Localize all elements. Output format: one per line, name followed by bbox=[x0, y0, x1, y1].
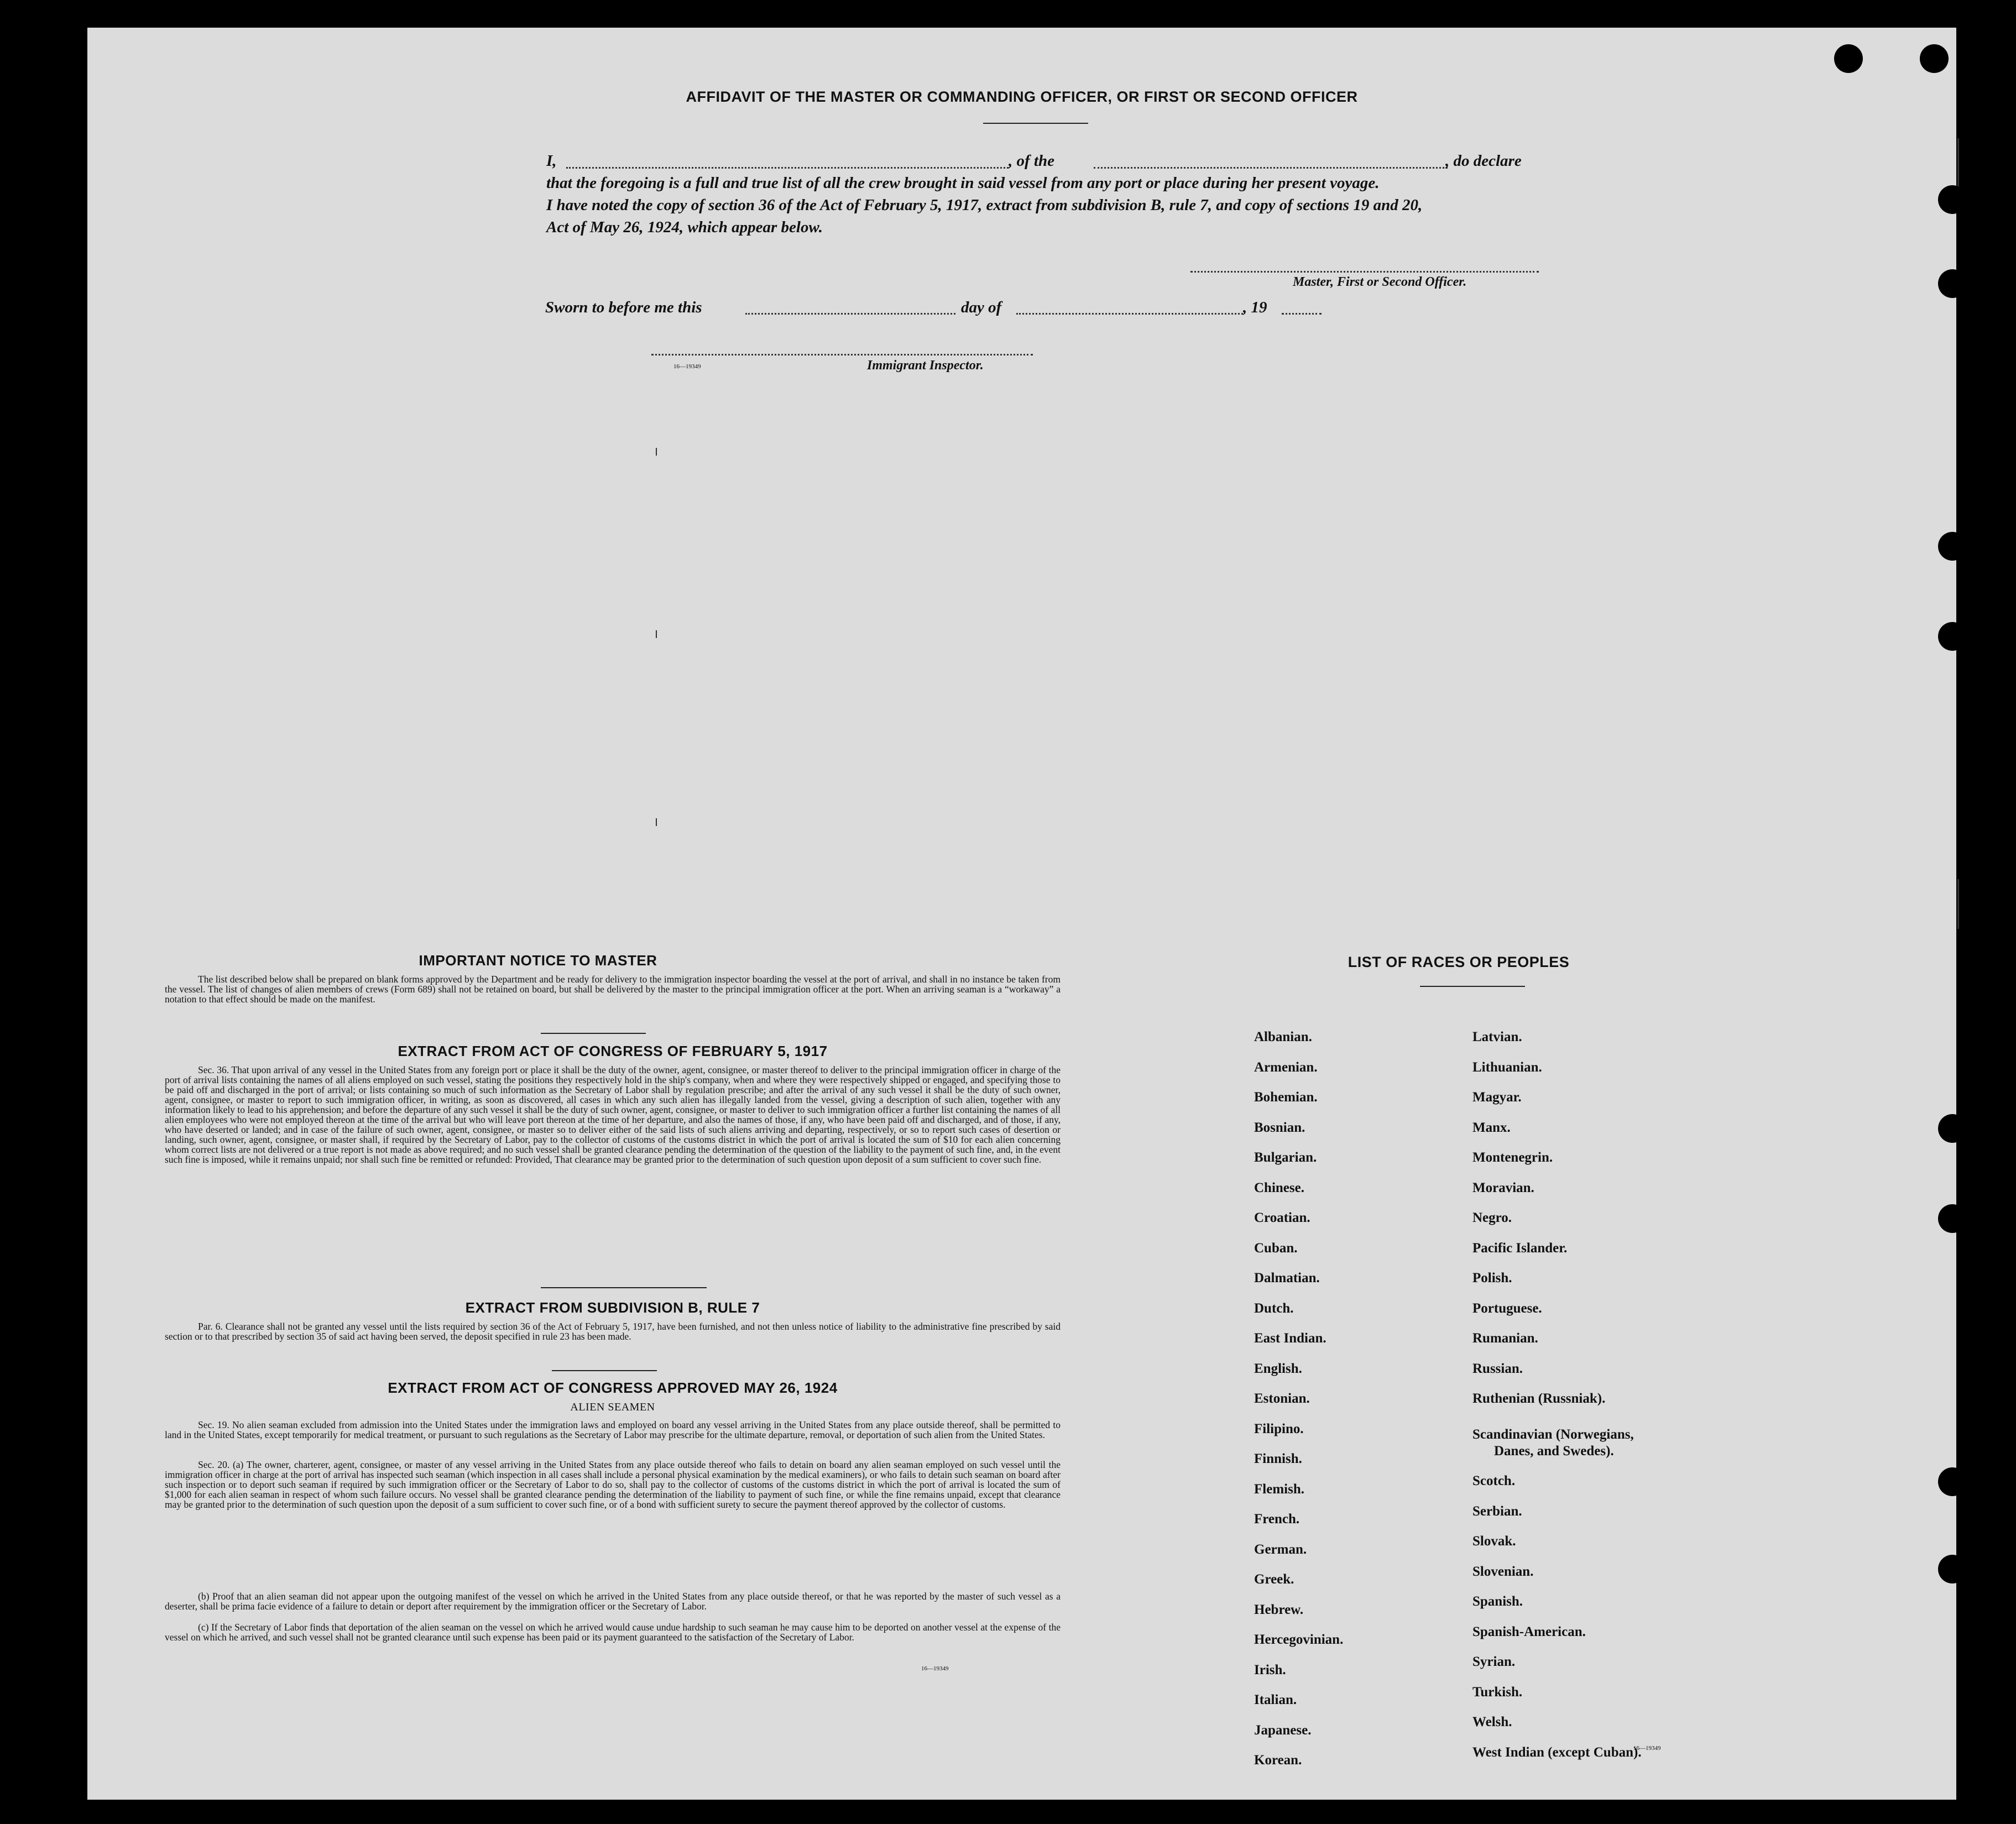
affidavit-line-2: that the foregoing is a full and true list of all the crew brought in said vessel from any port or place during her present voyage. bbox=[546, 174, 1380, 192]
binder-hole bbox=[1938, 1204, 1967, 1233]
extract-1917-divider bbox=[541, 1287, 707, 1288]
race-item: Japanese. bbox=[1254, 1722, 1312, 1738]
race-item: East Indian. bbox=[1254, 1331, 1326, 1346]
sec-20c-text: (c) If the Secretary of Labor finds that deportation of the alien seaman on the vessel on which he arrived would cause undue hardship to such seaman he may cause him to be deported on another vessel at the expense of the vessel on which he arrived, and such vessel shall not be granted clearance until such expense has been paid or its payment guaranteed to the satisfaction of the Secretary of Labor. bbox=[165, 1622, 1061, 1643]
edge-mark bbox=[1957, 879, 1959, 929]
race-item: Polish. bbox=[1472, 1271, 1512, 1285]
races-heading: LIST OF RACES OR PEOPLES bbox=[1348, 954, 1570, 970]
binder-hole bbox=[1938, 622, 1967, 651]
race-item: West Indian (except Cuban). bbox=[1472, 1744, 1642, 1760]
sec-19-text: Sec. 19. No alien seaman excluded from admission into the United States under the immigration laws and employed on board any vessel arriving in the United States from any place outside thereof, shall be permitted to land in the United States, except temporarily for medical treatment, or pursuant to such regulations as the Secretary of Labor may prescribe for the ultimate departure, removal, or deportation of such alien from the United States. bbox=[165, 1419, 1061, 1440]
sworn-day-of: day of bbox=[961, 299, 1002, 316]
fold-mark bbox=[656, 630, 657, 638]
binder-hole bbox=[1938, 185, 1967, 214]
binder-hole bbox=[1938, 532, 1967, 561]
race-item: Hebrew. bbox=[1254, 1602, 1304, 1617]
race-item: Slovenian. bbox=[1472, 1564, 1534, 1579]
race-item: English. bbox=[1254, 1361, 1302, 1376]
subdivision-b-divider bbox=[552, 1370, 657, 1371]
sec-20b-text: (b) Proof that an alien seaman did not appear upon the outgoing manifest of the vessel on which he arrived in the United States from any place outside thereof, or that he was reported by the master of such vessel as a deserter, shall be prima facie evidence of a failure to detain or deport after requirement by the immigration officer or the Secretary of Labor. bbox=[165, 1591, 1061, 1612]
declarant-name-field[interactable] bbox=[566, 167, 1009, 169]
race-item: Bulgarian. bbox=[1254, 1150, 1317, 1165]
sworn-month-field[interactable] bbox=[1016, 313, 1243, 315]
subdivision-b-heading: EXTRACT FROM SUBDIVISION B, RULE 7 bbox=[465, 1299, 760, 1316]
race-item: Danes, and Swedes). bbox=[1494, 1443, 1614, 1459]
binder-hole bbox=[1938, 269, 1967, 298]
race-item: Spanish-American. bbox=[1472, 1624, 1586, 1639]
vessel-name-field[interactable] bbox=[1094, 167, 1448, 169]
race-item: Welsh. bbox=[1472, 1715, 1512, 1729]
notice-text: The list described below shall be prepared on blank forms approved by the Department and be ready for delivery to the immigration inspector boarding the vessel at the port of arrival, and shall in no instance be taken from the vessel. The list of changes of alien members of crews (Form 689) shall not be retained on board, but shall be delivered by the master to the principal immigration officer at the port. When an arriving seaman is a “workaway” a notation to that effect should be made on the manifest. bbox=[165, 974, 1061, 1005]
notice-heading: IMPORTANT NOTICE TO MASTER bbox=[419, 952, 657, 969]
race-item: Armenian. bbox=[1254, 1059, 1318, 1075]
race-item: Italian. bbox=[1254, 1692, 1297, 1707]
race-item: Scandinavian (Norwegians, bbox=[1472, 1426, 1634, 1442]
extract-1917-heading: EXTRACT FROM ACT OF CONGRESS OF FEBRUARY 5, 1917 bbox=[398, 1043, 828, 1059]
race-item: Turkish. bbox=[1472, 1684, 1523, 1700]
race-item: Russian. bbox=[1472, 1361, 1523, 1376]
edge-mark bbox=[1957, 138, 1959, 188]
race-item: Irish. bbox=[1254, 1662, 1286, 1677]
inspector-label: Immigrant Inspector. bbox=[867, 358, 984, 373]
race-item: Slovak. bbox=[1472, 1534, 1516, 1549]
race-item: French. bbox=[1254, 1512, 1300, 1527]
binder-hole bbox=[1920, 44, 1949, 73]
master-signature-label: Master, First or Second Officer. bbox=[1293, 275, 1467, 289]
race-item: Lithuanian. bbox=[1472, 1059, 1542, 1075]
affidavit-do-declare: , do declare bbox=[1445, 152, 1522, 170]
binder-hole bbox=[1834, 44, 1863, 73]
race-item: Korean. bbox=[1254, 1753, 1302, 1768]
document-page bbox=[87, 28, 1956, 1800]
extract-form-number: 16—19349 bbox=[921, 1665, 949, 1672]
alien-seamen-subheading: ALIEN SEAMEN bbox=[570, 1401, 655, 1413]
race-item: Croatian. bbox=[1254, 1210, 1310, 1225]
race-item: Dutch. bbox=[1254, 1300, 1294, 1316]
race-item: Bohemian. bbox=[1254, 1090, 1318, 1105]
race-item: Latvian. bbox=[1472, 1029, 1522, 1044]
race-item: Scotch. bbox=[1472, 1473, 1516, 1488]
notice-divider bbox=[541, 1033, 646, 1034]
races-form-number: 16—19349 bbox=[1633, 1745, 1661, 1752]
inspector-signature-field[interactable] bbox=[651, 354, 1033, 356]
race-item: Moravian. bbox=[1472, 1180, 1534, 1195]
affidavit-i: I, bbox=[546, 152, 557, 170]
subdivision-b-text: Par. 6. Clearance shall not be granted any vessel until the lists required by section 36 of the Act of February 5, 1917, have been furnished, and not then unless notice of liability to the administrative fine prescribed by said section or to that prescribed by section 35 of said act having been served, the deposit specified in rule 23 has been made. bbox=[165, 1321, 1061, 1342]
sworn-year-prefix: , 19 bbox=[1243, 299, 1267, 316]
race-item: Flemish. bbox=[1254, 1481, 1304, 1497]
race-item: Montenegrin. bbox=[1472, 1150, 1553, 1165]
binder-hole bbox=[1938, 1467, 1967, 1496]
binder-hole bbox=[1938, 1114, 1967, 1143]
race-item: Syrian. bbox=[1472, 1654, 1516, 1669]
races-divider bbox=[1420, 986, 1525, 987]
master-signature-field[interactable] bbox=[1190, 271, 1539, 273]
race-item: Chinese. bbox=[1254, 1180, 1304, 1195]
race-item: Dalmatian. bbox=[1254, 1271, 1320, 1285]
extract-1917-text: Sec. 36. That upon arrival of any vessel in the United States from any foreign port or place it shall be the duty of the owner, agent, consignee, or master thereof to deliver to the principal immigration officer in charge of the port of arrival lists containing the names of all aliens employed on such vessel, stating the positions they respectively hold in the ship's company, when and where they were respectively shipped or engaged, and specifying those to be paid off and discharged in the port of arrival; or lists containing so much of such information as the Secretary of Labor shall by regulation prescribe; and after the arrival of any such vessel it shall be the duty of such owner, agent, consignee, or master to report to such immigration officer, in writing, as soon as discovered, all cases in which any such alien has illegally landed from the vessel, giving a description of such alien, together with any information likely to lead to his apprehension; and before the departure of any such vessel it shall be the duty of such owner, agent, consignee, or master to deliver to such immigration officer a further list containing the names of all alien employees who were not employed thereon at the time of the arrival but who will leave port thereon at the time of her departure, and also the names of those, if any, who have been paid off and discharged, and of those, if any, who have deserted or landed; and in case of the failure of such owner, agent, consignee, or master so to deliver either of the said lists of such aliens arriving and departing, respectively, or so to report such cases of desertion or landing, such owner, agent, consignee, or master shall, if required by the Secretary of Labor, pay to the collector of customs of the customs district in which the port of arrival is located the sum of $10 for each alien concerning whom correct lists are not delivered or a true report is not made as above required; and no such vessel shall be granted clearance pending the determination of the question of the liability to the payment of such fine, and, in the event such fine is imposed, while it remains unpaid; nor shall such fine be remitted or refunded: Provided, That clearance may be granted prior to the determination of such question upon deposit of a sum sufficient to cover such fine. bbox=[165, 1064, 1061, 1165]
extract-1924-heading: EXTRACT FROM ACT OF CONGRESS APPROVED MAY 26, 1924 bbox=[388, 1379, 838, 1396]
race-item: Cuban. bbox=[1254, 1240, 1298, 1256]
fold-mark bbox=[656, 818, 657, 826]
race-item: Serbian. bbox=[1472, 1503, 1522, 1519]
race-item: Pacific Islander. bbox=[1472, 1240, 1568, 1256]
race-item: Albanian. bbox=[1254, 1029, 1312, 1044]
affidavit-title: AFFIDAVIT OF THE MASTER OR COMMANDING OFFICER, OR FIRST OR SECOND OFFICER bbox=[686, 88, 1358, 105]
sec-20a-text: Sec. 20. (a) The owner, charterer, agent, consignee, or master of any vessel arriving in the United States from any place outside thereof who fails to detain on board any alien seaman employed on such vessel until the immigration officer in charge at the port of arrival has inspected such seaman (which inspection in all cases shall include a personal physical examination by the medical examiners), or who fails to detain such seaman on board after such inspection or to deport such seaman if required by such immigration officer or the Secretary of Labor to do so, shall pay to the collector of customs of the customs district in which the port of arrival is located the sum of $1,000 for each alien seaman in respect of whom such failure occurs. No vessel shall be granted clearance pending the determination of the liability to payment of such fine, or while the fine remains unpaid, except that clearance may be granted prior to the determination of such question upon the deposit of a sum sufficient to cover such fine, or of a bond with sufficient surety to secure the payment thereof approved by the collector of customs. bbox=[165, 1459, 1061, 1510]
sworn-text: Sworn to before me this bbox=[545, 299, 702, 316]
race-item: Finnish. bbox=[1254, 1451, 1302, 1466]
affidavit-of-the: , of the bbox=[1009, 152, 1054, 170]
race-item: Rumanian. bbox=[1472, 1331, 1538, 1346]
race-item: Estonian. bbox=[1254, 1391, 1310, 1406]
sworn-year-field[interactable] bbox=[1282, 313, 1322, 315]
affidavit-line-4: Act of May 26, 1924, which appear below. bbox=[546, 218, 823, 236]
fold-mark bbox=[656, 448, 657, 456]
affidavit-line-3: I have noted the copy of section 36 of the Act of February 5, 1917, extract from subdivision B, rule 7, and copy of sections 19 and 20, bbox=[546, 196, 1423, 214]
race-item: Hercegovinian. bbox=[1254, 1632, 1344, 1647]
race-item: Bosnian. bbox=[1254, 1120, 1305, 1135]
affidavit-form-number: 16—19349 bbox=[673, 363, 701, 370]
race-item: Magyar. bbox=[1472, 1090, 1522, 1105]
race-item: Portuguese. bbox=[1472, 1300, 1542, 1316]
race-item: Negro. bbox=[1472, 1210, 1512, 1225]
race-item: Ruthenian (Russniak). bbox=[1472, 1391, 1606, 1406]
race-item: Filipino. bbox=[1254, 1421, 1304, 1436]
sworn-day-field[interactable] bbox=[745, 313, 955, 315]
title-divider bbox=[983, 123, 1088, 124]
race-item: Manx. bbox=[1472, 1120, 1511, 1135]
race-item: German. bbox=[1254, 1541, 1307, 1557]
race-item: Greek. bbox=[1254, 1572, 1294, 1587]
binder-hole bbox=[1938, 1555, 1967, 1583]
race-item: Spanish. bbox=[1472, 1594, 1523, 1609]
